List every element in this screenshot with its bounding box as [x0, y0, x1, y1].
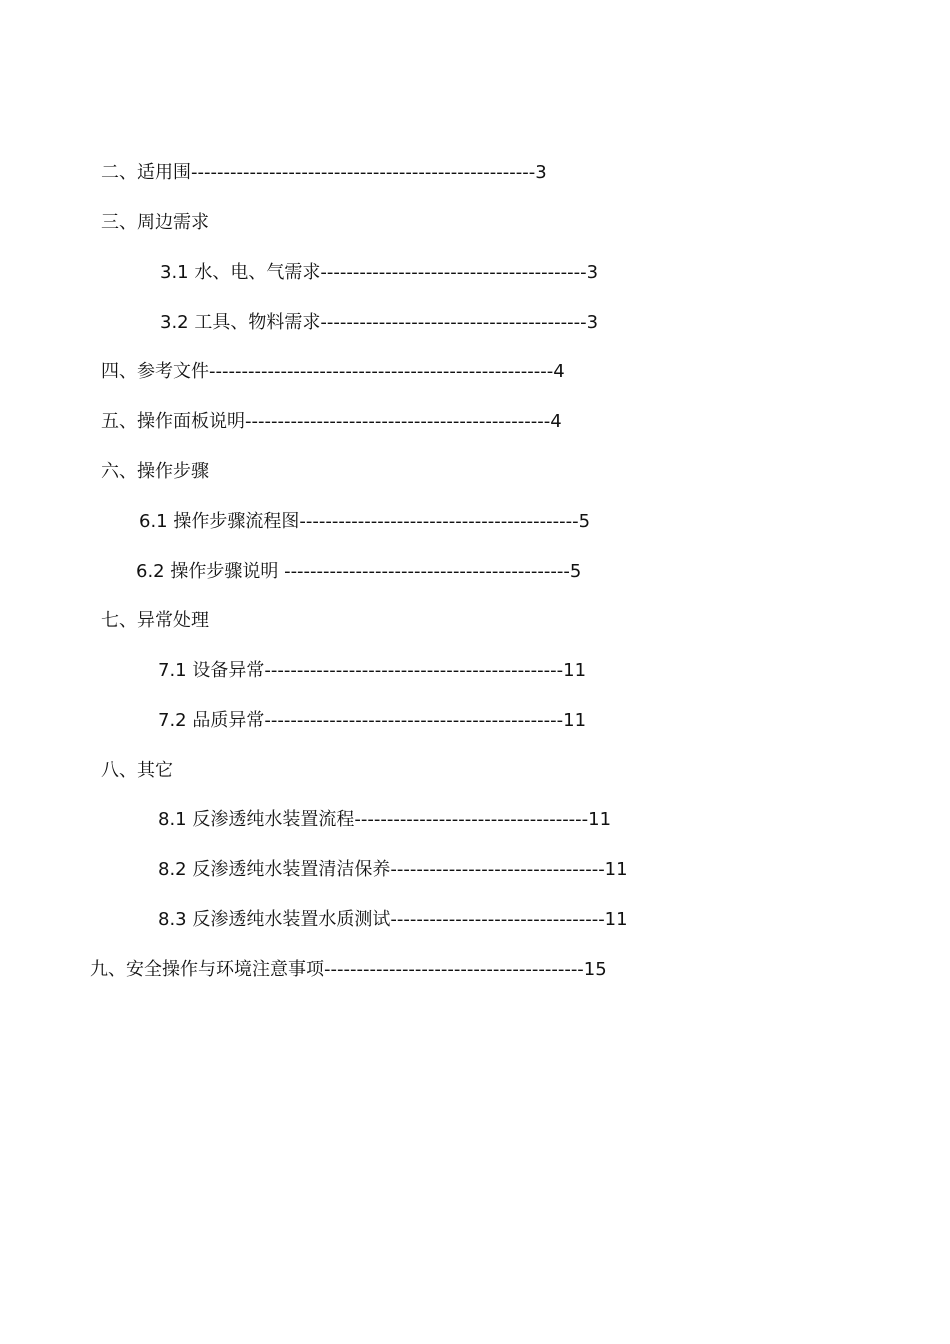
toc-entry-tools-materials: 3.2 工具、物料需求-----------------------------------------3: [160, 312, 599, 333]
toc-entry-ro-water-test: 8.3 反渗透纯水装置水质测试---------------------------------11: [158, 909, 628, 930]
toc-entry-flowchart: 6.1 操作步骤流程图-------------------------------------------5: [139, 511, 591, 532]
toc-entry-exception-handling: 七、异常处理: [101, 610, 209, 631]
toc-entry-panel-description: 五、操作面板说明-----------------------------------------------4: [101, 411, 562, 432]
toc-entry-ro-process: 8.1 反渗透纯水装置流程------------------------------------11: [158, 809, 612, 830]
toc-entry-surrounding-requirements: 三、周边需求: [101, 212, 209, 233]
toc-entry-applicability: 二、适用围-----------------------------------------------------3: [101, 162, 547, 183]
toc-entry-safety-environment: 九、安全操作与环境注意事项----------------------------------------15: [90, 959, 607, 980]
toc-entry-other: 八、其它: [101, 760, 173, 781]
toc-entry-step-description: 6.2 操作步骤说明 --------------------------------------------5: [136, 561, 582, 582]
toc-entry-utilities-requirements: 3.1 水、电、气需求-----------------------------------------3: [160, 262, 599, 283]
toc-entry-ro-cleaning: 8.2 反渗透纯水装置清洁保养---------------------------------11: [158, 859, 628, 880]
toc-entry-operation-steps: 六、操作步骤: [101, 461, 209, 482]
toc-entry-quality-exception: 7.2 品质异常----------------------------------------------11: [158, 710, 587, 731]
toc-entry-reference-documents: 四、参考文件-----------------------------------------------------4: [101, 361, 565, 382]
toc-entry-equipment-exception: 7.1 设备异常----------------------------------------------11: [158, 660, 587, 681]
